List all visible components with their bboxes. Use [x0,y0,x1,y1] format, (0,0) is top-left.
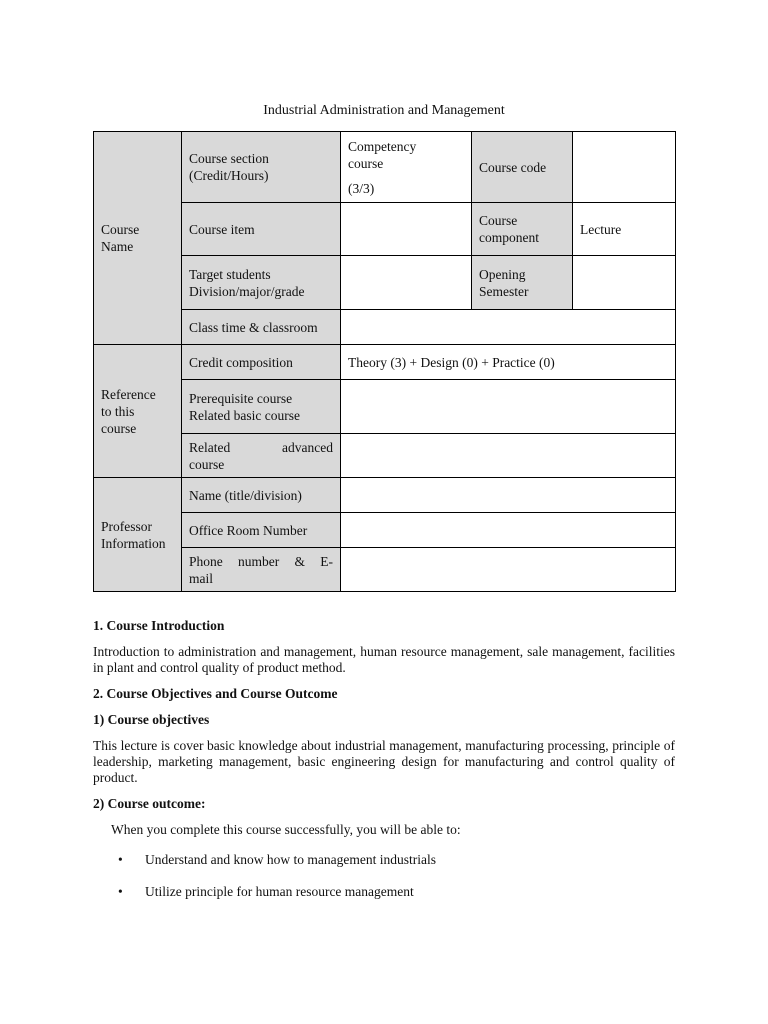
outcome-list [93,852,675,900]
target-students-label: Target students Division/major/grade [182,256,341,310]
opening-semester-value [573,256,676,310]
target-students-value [341,256,472,310]
credit-composition-label: Credit composition [182,345,341,380]
professor-name-label: Name (title/division) [182,478,341,513]
related-advanced-value [341,434,676,478]
professor-label: Professor Information [94,478,182,592]
reference-label: Reference to this course [94,345,182,478]
opening-semester-label: Opening Semester [472,256,573,310]
course-code-label: Course code [472,132,573,203]
bullet-icon: • [118,884,123,899]
prerequisite-label: Prerequisite course Related basic course [182,380,341,434]
course-component-value: Lecture [573,203,676,256]
related-advanced-label: Related advanced course [182,434,341,478]
course-name-label: Course Name [94,132,182,345]
objectives-text: This lecture is cover basic knowledge about industrial management, manufacturing processing, principle of leadership, marketing management, basic engineering design for manufacturing and control quality of product. [93,738,675,785]
course-info-table [93,131,676,592]
course-section-value: Competency course (3/3) [341,132,472,203]
course-item-label: Course item [182,203,341,256]
course-component-label: Course component [472,203,573,256]
intro-heading: 1. Course Introduction [93,618,225,633]
outcome-heading: 2) Course outcome: [93,796,206,811]
class-time-value [341,310,676,345]
office-room-label: Office Room Number [182,513,341,548]
page-title: Industrial Administration and Management [263,103,505,118]
professor-name-value [341,478,676,513]
course-section-label: Course section (Credit/Hours) [182,132,341,203]
office-room-value [341,513,676,548]
course-item-value [341,203,472,256]
objectives-heading: 1) Course objectives [93,712,210,727]
class-time-label: Class time & classroom [182,310,341,345]
credit-composition-value: Theory (3) + Design (0) + Practice (0) [341,345,676,380]
prerequisite-value [341,380,676,434]
objectives-outcome-heading: 2. Course Objectives and Course Outcome [93,686,338,701]
list-item: • Understand and know how to management industrials [118,852,436,867]
course-code-value [573,132,676,203]
phone-email-label: Phone number & E- mail [182,548,341,592]
bullet-icon: • [118,852,123,867]
intro-text: Introduction to administration and management, human resource management, sale management, facilities in plant and control quality of product method. [93,644,675,675]
phone-email-value [341,548,676,592]
course-content [93,618,675,916]
list-item: • Utilize principle for human resource management [118,884,414,899]
outcome-intro: When you complete this course successfully, you will be able to: [111,822,461,837]
